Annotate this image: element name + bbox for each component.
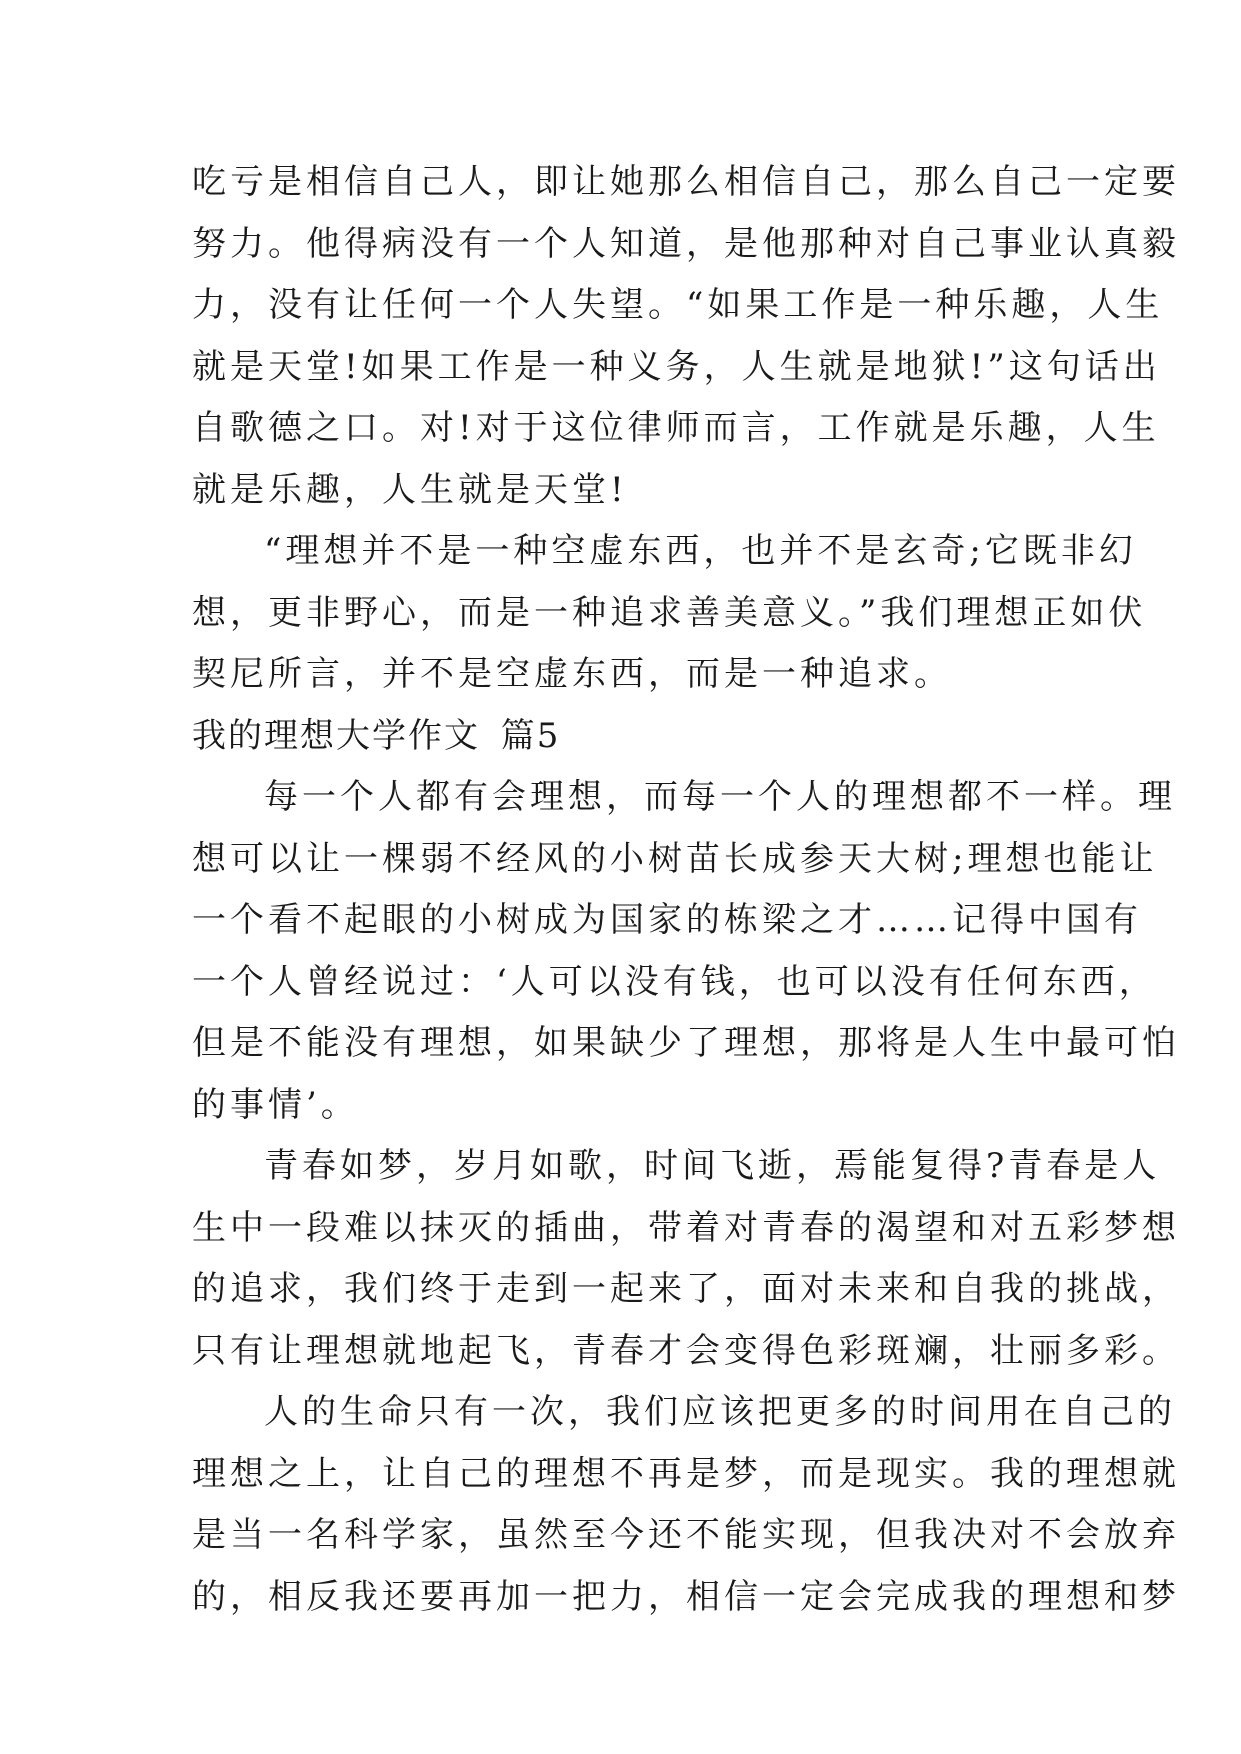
text-line: 只有让理想就地起飞，青春才会变得色彩斑斓，壮丽多彩。 — [192, 1330, 1180, 1371]
text-line: 努力。他得病没有一个人知道，是他那种对自己事业认真毅 — [192, 223, 1180, 264]
text-line: 力，没有让任何一个人失望。“如果工作是一种乐趣，人生 — [192, 285, 1164, 325]
text-line: 一个人曾经说过：‘人可以没有钱，也可以没有任何东西， — [192, 961, 1157, 1002]
text-line: “理想并不是一种空虚东西，也并不是玄奇;它既非幻 — [264, 531, 1137, 571]
text-line: 的，相反我还要再加一把力，相信一定会完成我的理想和梦 — [192, 1576, 1180, 1617]
document-body — [192, 152, 1180, 1628]
text-line: 青春如梦，岁月如歌，时间飞逝，焉能复得?青春是人 — [264, 1146, 1161, 1186]
section-heading: 我的理想大学作文 篇5 — [192, 715, 561, 756]
text-line: 的追求，我们终于走到一起来了，面对未来和自我的挑战， — [192, 1269, 1180, 1309]
text-line: 契尼所言，并不是空虚东西，而是一种追求。 — [192, 654, 952, 694]
text-line: 想，更非野心，而是一种追求善美意义。”我们理想正如伏 — [192, 592, 1147, 633]
text-line: 吃亏是相信自己人，即让她那么相信自己，那么自己一定要 — [192, 162, 1180, 202]
text-line: 理想之上，让自己的理想不再是梦，而是现实。我的理想就 — [192, 1453, 1180, 1494]
text-line: 就是乐趣，人生就是天堂! — [192, 469, 628, 510]
text-line: 生中一段难以抹灭的插曲，带着对青春的渴望和对五彩梦想 — [192, 1207, 1180, 1248]
text-line: 自歌德之口。对!对于这位律师而言，工作就是乐趣，人生 — [192, 408, 1160, 448]
text-line: 想可以让一棵弱不经风的小树苗长成参天大树;理想也能让 — [192, 838, 1158, 879]
text-line: 是当一名科学家，虽然至今还不能实现，但我决对不会放弃 — [192, 1515, 1180, 1555]
text-line: 就是天堂!如果工作是一种义务，人生就是地狱!”这句话出 — [192, 346, 1161, 387]
text-line: 每一个人都有会理想，而每一个人的理想都不一样。理 — [264, 777, 1176, 817]
text-line: 的事情’。 — [192, 1084, 359, 1125]
text-line: 人的生命只有一次，我们应该把更多的时间用在自己的 — [264, 1392, 1176, 1432]
text-line: 但是不能没有理想，如果缺少了理想，那将是人生中最可怕 — [192, 1023, 1180, 1063]
text-line: 一个看不起眼的小树成为国家的栋梁之才……记得中国有 — [192, 900, 1142, 940]
